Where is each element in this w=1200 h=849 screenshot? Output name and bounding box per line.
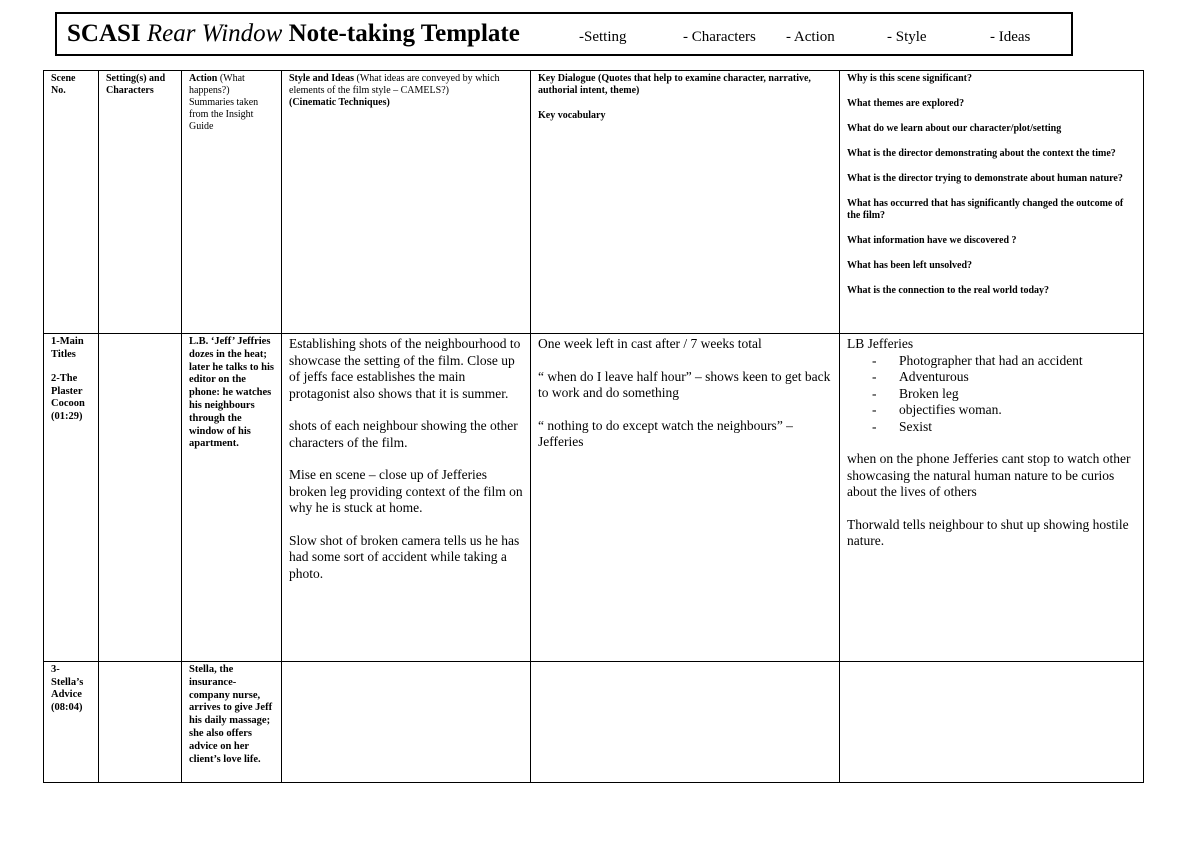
significance-question: What is the connection to the real world today?	[847, 285, 1050, 296]
header-action	[182, 71, 282, 334]
trait-text: Adventurous	[899, 369, 969, 384]
scene-cell	[44, 334, 99, 662]
setting-cell	[99, 334, 182, 662]
scene-number: 2-The Plaster Cocoon (01:29)	[51, 373, 85, 422]
significance-question: What themes are explored?	[847, 98, 965, 109]
header-setting-label: Setting(s) and Characters	[106, 73, 166, 96]
dialogue-note: “ nothing to do except watch the neighbours” – Jefferies	[538, 417, 793, 449]
action-text: L.B. ‘Jeff’ Jeffries dozes in the heat; later he talks to his editor on the phone: he watches his neighbours through the window of his apartment.	[189, 336, 274, 450]
list-item: - Adventurous	[872, 369, 969, 384]
category-action: - Action	[786, 29, 835, 45]
significance-question: What information have we discovered ?	[847, 235, 1017, 246]
trait-text: Broken leg	[899, 385, 959, 401]
category-ideas: - Ideas	[990, 29, 1031, 45]
trait-list	[847, 353, 1136, 436]
category-characters: - Characters	[683, 29, 756, 45]
title-suffix: Note-taking Template	[282, 20, 520, 47]
significance-question: What is the director demonstrating about the context the time?	[847, 148, 1116, 159]
scene-number: 1-Main Titles	[51, 336, 84, 360]
header-scene	[44, 71, 99, 334]
header-style	[282, 71, 531, 334]
trait-text: Sexist	[899, 418, 933, 434]
header-scene-label: Scene No.	[51, 73, 76, 96]
significance-question: What is the director trying to demonstrate about human nature?	[847, 173, 1123, 184]
header-action-label: Action	[189, 73, 218, 84]
page-title	[67, 20, 520, 48]
style-cell	[282, 334, 531, 662]
significance-cell	[840, 662, 1144, 783]
table-row	[44, 662, 1144, 783]
dialogue-cell	[531, 662, 840, 783]
setting-cell	[99, 662, 182, 783]
significance-note: when on the phone Jefferies cant stop to watch other showcasing the natural human nature to be curios about the lives of others	[847, 451, 1131, 499]
header-significance	[840, 71, 1144, 334]
header-dialogue-label: Key Dialogue (Quotes that help to examine character, narrative, authorial intent, theme)	[538, 73, 811, 96]
scene-number: 3-Stella’s Advice (08:04)	[51, 664, 84, 713]
style-note: Establishing shots of the neighbourhood to showcase the setting of the film. Close up of jeffs face establishes the main protagonist also shows that it is summer.	[289, 336, 521, 401]
header-dialogue	[531, 71, 840, 334]
title-box	[55, 12, 1073, 56]
style-cell	[282, 662, 531, 783]
header-setting	[99, 71, 182, 334]
dialogue-note: One week left in cast after / 7 weeks total	[538, 336, 762, 351]
header-style-desc: (What ideas are conveyed by which elements of the film style – CAMELS?)	[289, 73, 500, 96]
table-row	[44, 334, 1144, 662]
list-item: - Photographer that had an accident	[872, 352, 1083, 368]
action-cell	[182, 334, 282, 662]
dialogue-note: “ when do I leave half hour” – shows keen to get back to work and do something	[538, 368, 831, 400]
trait-text: objectifies woman.	[899, 402, 1002, 417]
title-film: Rear Window	[146, 20, 283, 47]
header-style-label: Style and Ideas	[289, 73, 355, 84]
scene-cell	[44, 662, 99, 783]
list-item: - Sexist	[872, 418, 933, 434]
category-setting: -Setting	[579, 29, 627, 45]
header-style-sub: (Cinematic Techniques)	[289, 97, 390, 108]
character-name: LB Jefferies	[847, 336, 914, 351]
title-prefix: SCASI	[67, 20, 147, 47]
significance-question: Why is this scene significant?	[847, 73, 973, 84]
list-item: - Broken leg	[872, 385, 959, 401]
header-action-desc: (What happens?) Summaries taken from the Insight Guide	[189, 73, 259, 132]
significance-question: What has occurred that has significantly changed the outcome of the film?	[847, 198, 1124, 221]
action-text: Stella, the insurance-company nurse, arrives to give Jeff his daily massage; she also offers advice on her client’s love life.	[189, 664, 273, 765]
style-note: Slow shot of broken camera tells us he has had some sort of accident while taking a photo.	[289, 532, 520, 581]
notes-table	[43, 70, 1144, 783]
significance-question: What has been left unsolved?	[847, 260, 973, 271]
significance-cell	[840, 334, 1144, 662]
style-note: Mise en scene – close up of Jefferies broken leg providing context of the film on why he is stuck at home.	[289, 467, 523, 515]
dialogue-cell	[531, 334, 840, 662]
style-note: shots of each neighbour showing the other characters of the film.	[289, 418, 518, 450]
significance-note: Thorwald tells neighbour to shut up showing hostile nature.	[847, 516, 1129, 548]
list-item: - objectifies woman.	[872, 402, 1002, 417]
header-vocab-label: Key vocabulary	[538, 110, 606, 121]
significance-question: What do we learn about our character/plot/setting	[847, 123, 1062, 134]
trait-text: Photographer that had an accident	[899, 352, 1083, 368]
category-style: - Style	[887, 29, 927, 45]
header-row	[44, 71, 1144, 334]
action-cell	[182, 662, 282, 783]
